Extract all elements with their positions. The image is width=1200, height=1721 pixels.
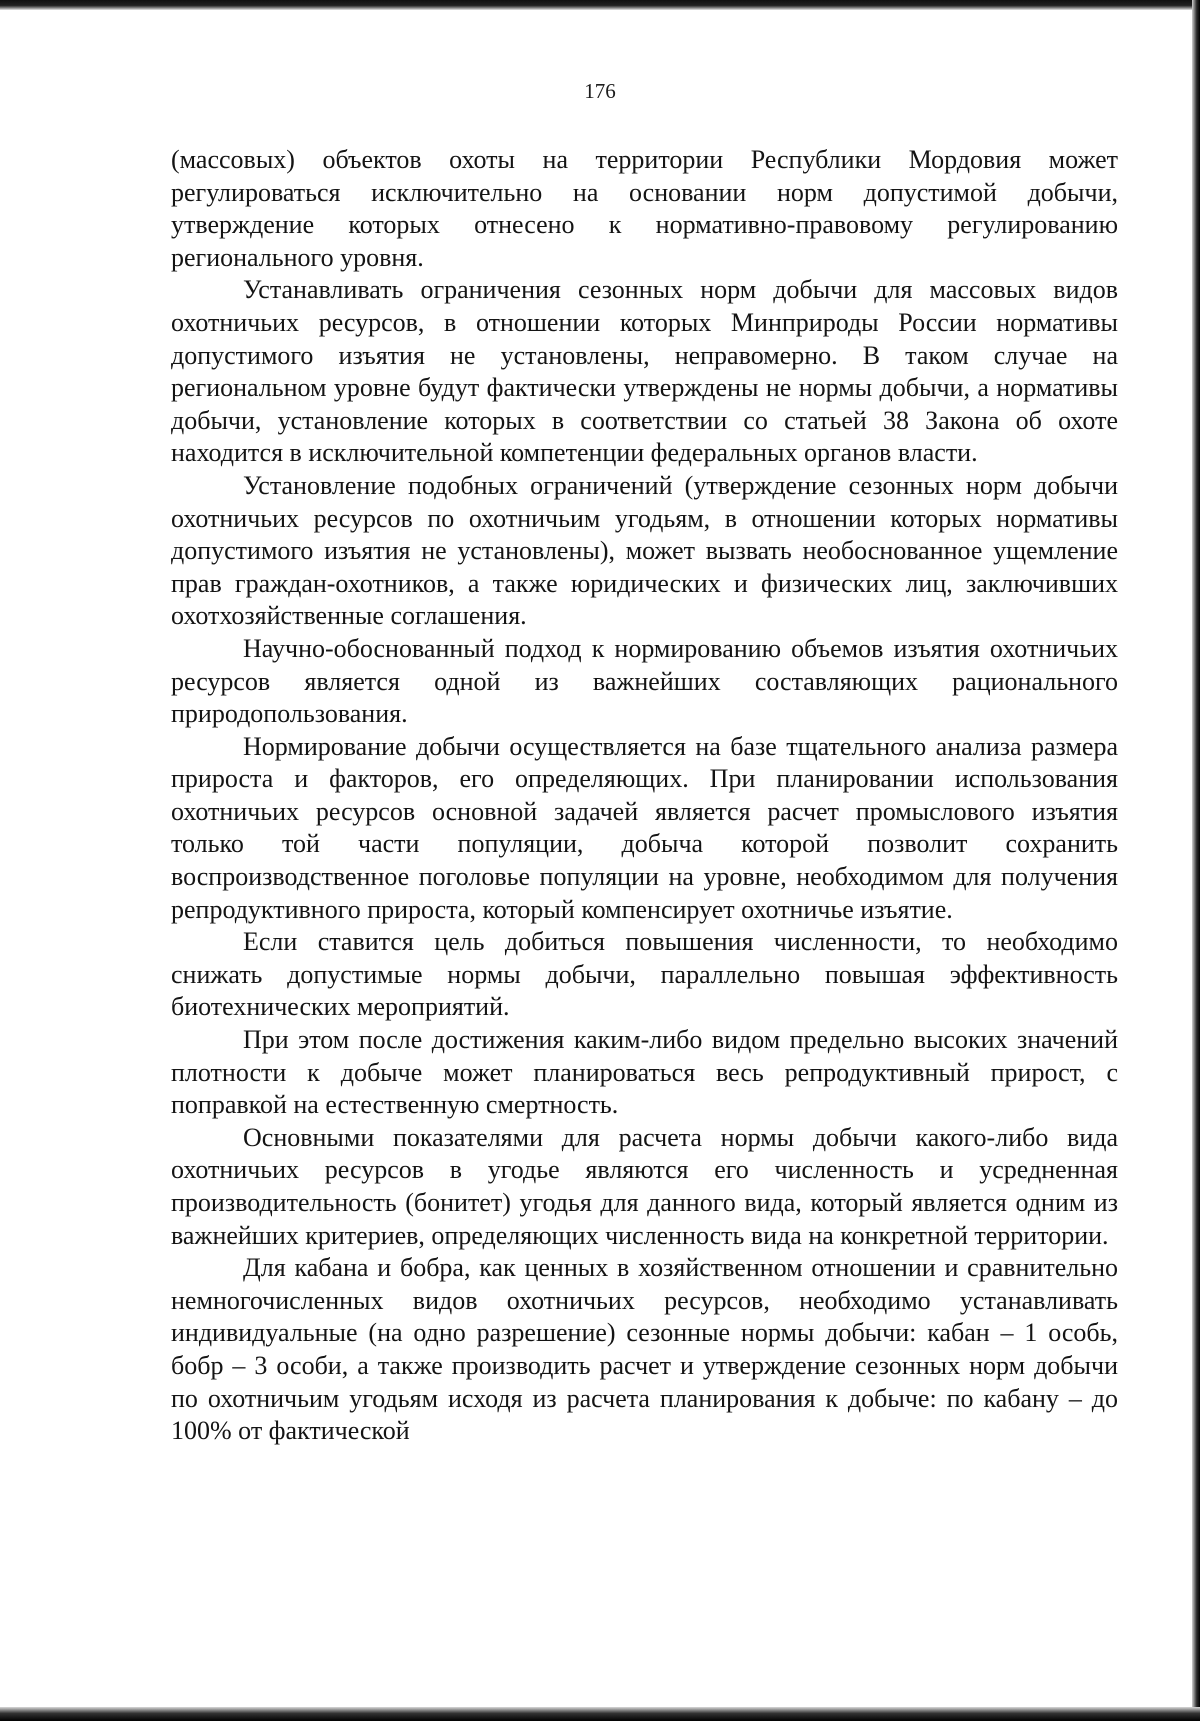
page-number: 176 xyxy=(584,79,616,103)
paragraph-continuation: (массовых) объектов охоты на территории Республики Мордовия может регулироваться исключительно на основании норм допустимой добычи, утверждение которых отнесено к нормативно-правовому регулированию регионального уровня. xyxy=(171,145,1118,272)
paragraph: Для кабана и бобра, как ценных в хозяйственном отношении и сравнительно немногочисленных видов охотничьих ресурсов, необходимо устанавливать индивидуальные (на одно разрешение) сезонные нормы добычи: кабан – 1 особь, бобр – 3 особи, а также производить расчет и утверждение сезонных норм добычи по охотничьим угодьям исходя из расчета планирования к добыче: по кабану – до 100% от фактической xyxy=(171,1253,1118,1446)
paragraph: Научно-обоснованный подход к нормированию объемов изъятия охотничьих ресурсов является одной из важнейших составляющих рационального природопользования. xyxy=(171,633,1118,729)
paragraph: Если ставится цель добиться повышения численности, то необходимо снижать допустимые нормы добычи, параллельно повышая эффективность биотехнических мероприятий. xyxy=(171,927,1118,1022)
paragraph: Нормирование добычи осуществляется на базе тщательного анализа размера прироста и факторов, его определяющих. При планировании использования охотничьих ресурсов основной задачей является расчет промыслового изъятия только той части популяции, добыча которой позволит сохранить воспроизводственное поголовье популяции на уровне, необходимом для получения репродуктивного прироста, который компенсирует охотничье изъятие. xyxy=(171,731,1118,924)
paragraph: При этом после достижения каким-либо видом предельно высоких значений плотности к добыче может планироваться весь репродуктивный прирост, с поправкой на естественную смертность. xyxy=(171,1025,1118,1120)
body-text xyxy=(171,144,1118,1448)
paragraph: Установление подобных ограничений (утверждение сезонных норм добычи охотничьих ресурсов по охотничьим угодьям, в отношении которых нормативы допустимого изъятия не установлены), может вызвать необоснованное ущемление прав граждан-охотников, а также юридических и физических лиц, заключивших охотхозяйственные соглашения. xyxy=(171,470,1118,631)
scan-border-right xyxy=(1192,0,1200,1721)
scan-border-top xyxy=(0,0,1200,10)
paragraph: Устанавливать ограничения сезонных норм добычи для массовых видов охотничьих ресурсов, в отношении которых Минприроды России нормативы допустимого изъятия не установлены, неправомерно. В таком случае на региональном уровне будут фактически утверждены не нормы добычи, а нормативы добычи, установление которых в соответствии со статьей 38 Закона об охоте находится в исключительной компетенции федеральных органов власти. xyxy=(171,275,1118,468)
paragraph: Основными показателями для расчета нормы добычи какого-либо вида охотничьих ресурсов в угодье являются его численность и усредненная производительность (бонитет) угодья для данного вида, который является одним из важнейших критериев, определяющих численность вида на конкретной территории. xyxy=(171,1122,1118,1250)
scan-border-bottom xyxy=(0,1707,1200,1721)
